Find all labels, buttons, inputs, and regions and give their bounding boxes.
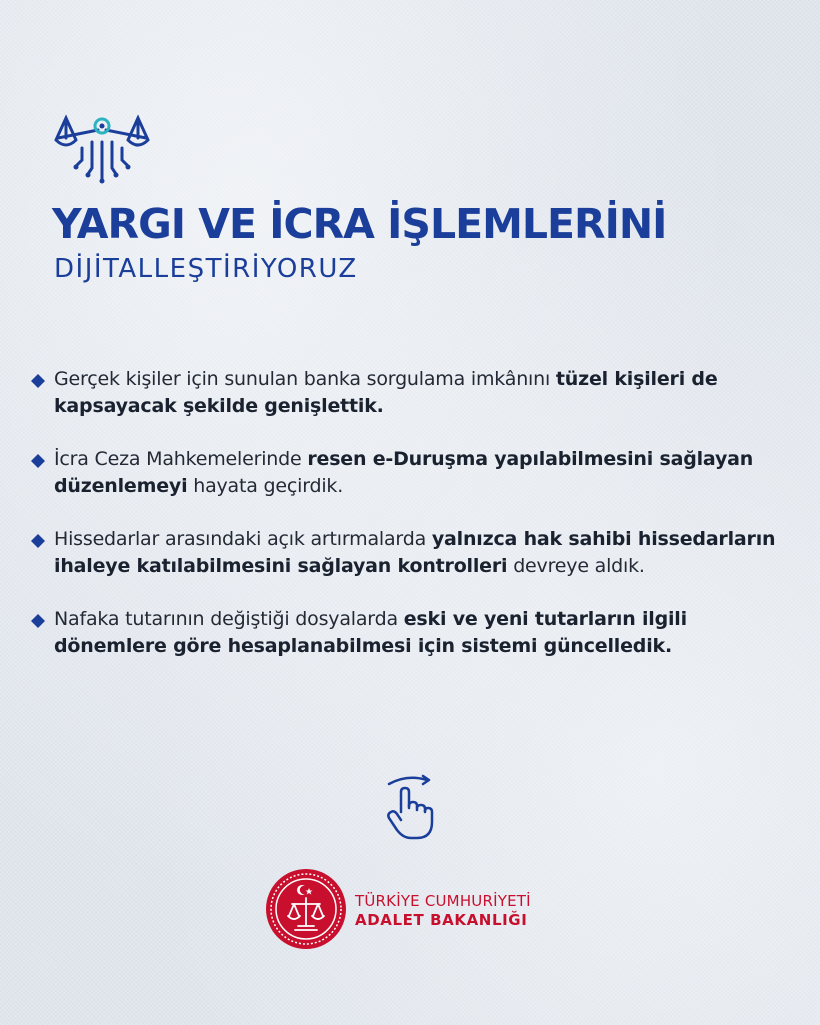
item-text-bold: yalnızca hak sahibi hissedarların ihaleye katılabilmesini sağlayan kontrolleri (54, 528, 776, 577)
item-text-part: devreye aldık. (507, 554, 645, 577)
list-item (30, 446, 790, 499)
list-item (30, 526, 790, 579)
list-item-text (54, 366, 790, 419)
list-item (30, 606, 790, 659)
ministry-emblem-icon (265, 868, 347, 950)
diamond-bullet-icon (30, 533, 46, 549)
list-item-text (54, 606, 790, 659)
diamond-bullet-icon (30, 613, 46, 629)
diamond-bullet-icon (30, 373, 46, 389)
item-text-part: Nafaka tutarının değiştiği dosyalarda (54, 608, 404, 630)
item-text-part: Hissedarlar arasındaki açık artırmalarda (54, 528, 432, 550)
item-text-bold: tüzel kişileri de kapsayacak şekilde genişlettik. (54, 368, 718, 417)
page-subtitle: DİJİTALLEŞTİRİYORUZ (54, 254, 358, 284)
item-text-part: Gerçek kişiler için sunulan banka sorgulama imkânını (54, 368, 556, 390)
list-item-text (54, 446, 790, 499)
item-text-part: İcra Ceza Mahkemelerinde (54, 448, 308, 470)
item-text-bold: eski ve yeni tutarların ilgili dönemlere göre hesaplanabilmesi için sistemi güncelledik. (54, 608, 687, 657)
ministry-name-line2: ADALET BAKANLIĞI (355, 911, 528, 929)
announcement-list (30, 366, 790, 686)
item-text-part: hayata geçirdik. (187, 474, 344, 497)
list-item-text (54, 526, 790, 579)
list-item (30, 366, 790, 419)
ministry-name (355, 892, 531, 930)
diamond-bullet-icon (30, 453, 46, 469)
page-title: YARGI VE İCRA İŞLEMLERİNİ (52, 200, 667, 248)
swipe-hand-icon (381, 772, 437, 842)
scales-circuit-logo-icon (52, 108, 152, 184)
ministry-name-line1: TÜRKİYE CUMHURİYETİ (355, 892, 531, 910)
item-text-bold: resen e-Duruşma yapılabilmesini sağlayan düzenlemeyi (54, 448, 754, 497)
